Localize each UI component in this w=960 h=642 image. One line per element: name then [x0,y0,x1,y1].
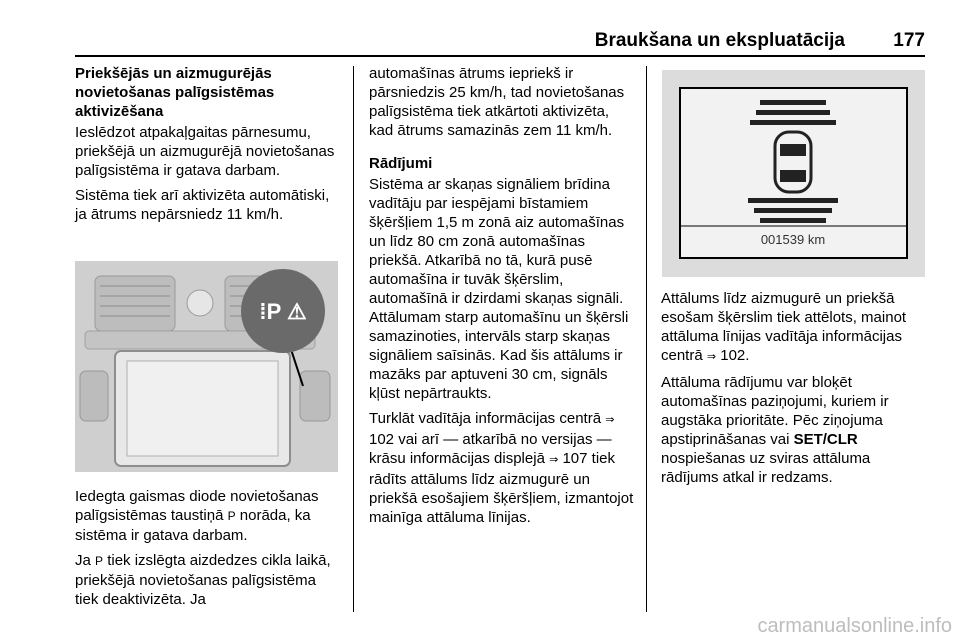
text-segment: 102. [716,347,750,364]
bold-term: SET/CLR [793,431,858,448]
text-segment: Iedegta gaismas diode novietošanas palīgsistēmas taustiņā [75,488,319,524]
figure-code: 001539 km [760,232,826,247]
text-segment: tiek izslēgta aizdedzes cikla laikā, priekšējā novietošanas palīgsistēma tiek deaktivizēta. Ja [75,552,331,608]
parking-assist-icon: P [95,554,104,568]
paragraph: automašīnas ātrums iepriekš ir pārsniedzis 25 km/h, tad novietošanas palīgsistēma tiek atkārtoti aktivizēta, kad ātrums samazinās zem 11 km/h. [369,65,625,139]
text-segment: Attāluma rādījumu var bloķēt automašīnas paziņojumi, kuriem ir augstāka prioritāte. Pēc ziņojuma apstiprināšanas vai [661,374,889,448]
text-segment: 102 vai arī — atkarībā no versijas — krāsu informācijas displejā [369,431,612,467]
watermark: carmanualsonline.info [757,615,952,637]
arrow-icon[interactable]: ⇒ [706,351,717,363]
console-drawing [75,261,338,472]
dashboard-illustration [75,261,338,472]
paragraph [75,551,341,609]
parking-assist-icon: P [227,509,236,523]
section-heading: Rādījumi [369,155,433,172]
page-number: 177 [893,30,925,51]
paragraph: Sistēma tiek arī aktivizēta automātiski, ja ātrums nepārsniedz 11 km/h. [75,187,330,223]
section-heading: Priekšējās un aizmugurējās novietošanas palīgsistēmas aktivizēšana [75,65,275,120]
distance-display-figure [662,70,925,277]
column-1 [75,64,341,230]
page-header [75,30,925,52]
column-3 [661,289,929,493]
header-divider [75,55,925,57]
text-segment: 107 tiek rādīts attālums līdz aizmugurē un priekšā esošajiem šķēršļiem, izmantojot mainīga attāluma līnijas. [369,450,634,526]
paragraph [75,487,341,545]
distance-display-drawing [662,70,925,277]
column-1-bottom [75,487,341,615]
column-divider-1 [353,66,354,612]
column-divider-2 [646,66,647,612]
paragraph [661,373,929,487]
paragraph: Ieslēdzot atpakaļgaitas pārnesumu, priekšējā un aizmugurējā novietošanas palīgsistēma ir gatava darbam. [75,124,335,179]
text-segment: Ja [75,552,96,569]
arrow-icon[interactable]: ⇒ [605,414,615,426]
paragraph: Sistēma ar skaņas signāliem brīdina vadītāju par iespējami bīstamiem šķēršļiem 1,5 m zonā aiz automašīnas un līdz 80 cm zonā automašīnas priekšā. Atkarībā no tā, kurā pusē automašīna ir tuvāk šķērslim, automašīnā ir dzirdami skaņas signāli. Attālumam starp automašīnu un šķērsli samazinoties, intervāls starp skaņas signāliem saīsinās. Kad šis attālums ir mazāks par aptuveni 30 cm, signāls kļūst nepārtraukts. [369,176,629,402]
section-title: Braukšana un ekspluatācija [594,30,845,51]
paragraph [369,409,635,527]
text-segment: norāda, ka sistēma ir gatava darbam. [75,507,311,544]
text-segment: nospiešanas uz sviras attāluma rādījums atkal ir redzams. [661,450,871,486]
column-2 [369,64,635,533]
svg-text:⁞P ⚠: ⁞P ⚠ [259,299,307,324]
text-segment: Attālums līdz aizmugurē un priekšā esošam šķērslim tiek attēlots, mainot attāluma līnijas vadītāja informācijas centrā [661,290,907,364]
paragraph [661,289,929,367]
text-segment: Turklāt vadītāja informācijas centrā [369,410,606,427]
arrow-icon[interactable]: ⇒ [549,454,559,466]
